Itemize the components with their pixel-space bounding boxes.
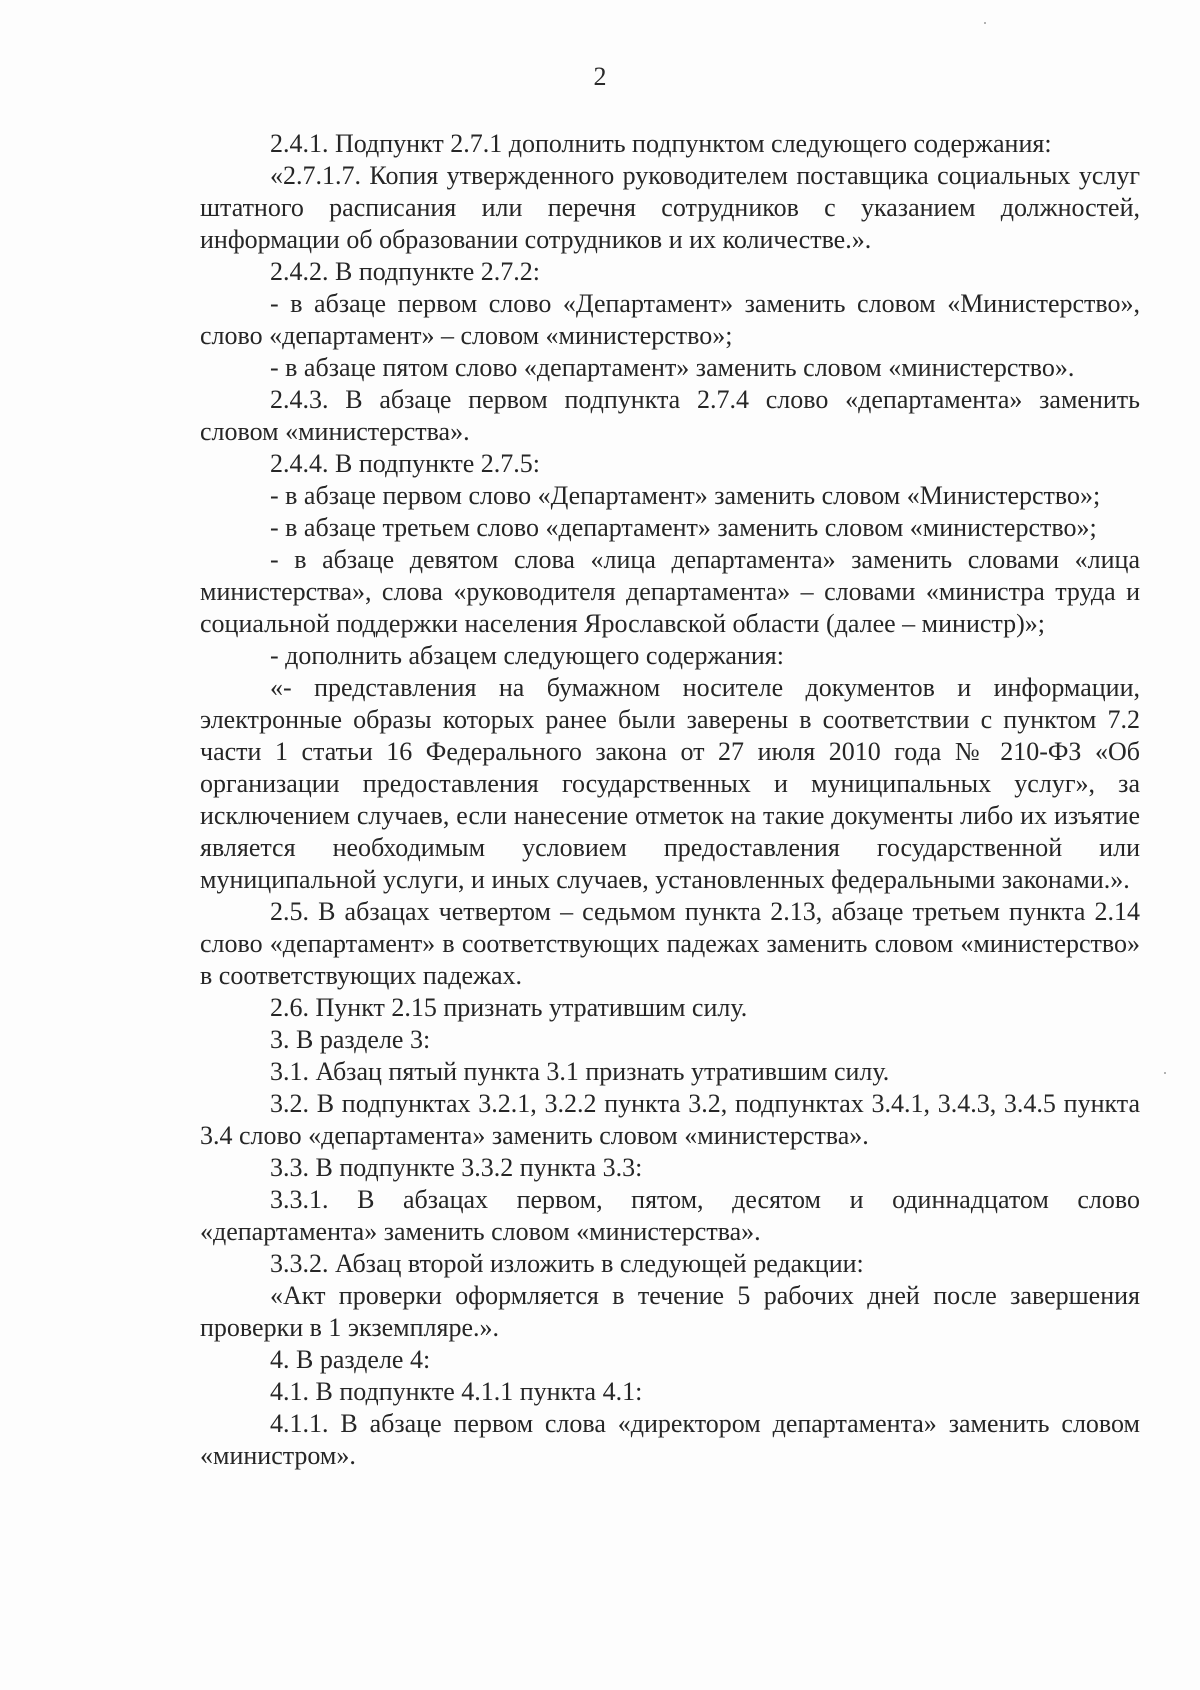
paragraph-2-4-2: 2.4.2. В подпункте 2.7.2: — [270, 257, 540, 286]
paragraph-2-4-4-item-2: - в абзаце третьем слово «департамент» заменить словом «министерство»; — [270, 513, 1097, 542]
paragraph-2-4-2-item-1: - в абзаце первом слово «Департамент» заменить словом «Министерство», слово «департамент» – словом «министерство»; — [200, 289, 1140, 350]
paragraph-2-4-1: 2.4.1. Подпункт 2.7.1 дополнить подпунктом следующего содержания: — [270, 129, 1052, 158]
paragraph-4: 4. В разделе 4: — [270, 1345, 431, 1374]
paragraph-2-4-4-item-3: - в абзаце девятом слова «лица департамента» заменить словами «лица министерства», слова «руководителя департамента» – словами «министра труда и социальной поддержки населения Ярославской области (далее – министр)»; — [200, 545, 1140, 638]
paragraph-3-3: 3.3. В подпункте 3.3.2 пункта 3.3: — [270, 1153, 643, 1182]
paragraph-2-4-4-item-4: - дополнить абзацем следующего содержания: — [270, 641, 784, 670]
paragraph-2-5: 2.5. В абзацах четвертом – седьмом пункта 2.13, абзаце третьем пункта 2.14 слово «департамент» в соответствующих падежах заменить словом «министерство» в соответствующих падежах. — [200, 897, 1140, 990]
paragraph-3-2: 3.2. В подпунктах 3.2.1, 3.2.2 пункта 3.2, подпунктах 3.4.1, 3.4.3, 3.4.5 пункта 3.4 слово «департамента» заменить словом «министерства». — [200, 1089, 1140, 1150]
paragraph-3-3-1: 3.3.1. В абзацах первом, пятом, десятом и одиннадцатом слово «департамента» заменить словом «министерства». — [200, 1185, 1140, 1246]
paragraph-3-3-2: 3.3.2. Абзац второй изложить в следующей редакции: — [270, 1249, 864, 1278]
page-number: 2 — [593, 62, 607, 91]
paragraph-act-text: «Акт проверки оформляется в течение 5 рабочих дней после завершения проверки в 1 экземпляре.». — [200, 1281, 1140, 1342]
paragraph-2-4-2-item-2: - в абзаце пятом слово «департамент» заменить словом «министерство». — [270, 353, 1075, 382]
paragraph-4-1-1: 4.1.1. В абзаце первом слова «директором департамента» заменить словом «министром». — [200, 1409, 1140, 1470]
document-body — [200, 128, 1140, 1472]
paragraph-2-4-3: 2.4.3. В абзаце первом подпункта 2.7.4 слово «департамента» заменить словом «министерства». — [200, 385, 1140, 446]
scan-speck — [1164, 1072, 1166, 1074]
paragraph-2-4-4: 2.4.4. В подпункте 2.7.5: — [270, 449, 540, 478]
paragraph-2-7-1-7: «2.7.1.7. Копия утвержденного руководителем поставщика социальных услуг штатного расписания или перечня сотрудников с указанием должностей, информации об образовании сотрудников и их количестве.». — [200, 161, 1140, 254]
paragraph-3: 3. В разделе 3: — [270, 1025, 431, 1054]
scan-speck — [984, 22, 986, 24]
paragraph-added-text: «- представления на бумажном носителе документов и информации, электронные образы которых ранее были заверены в соответствии с пунктом 7.2 части 1 статьи 16 Федерального закона от 27 июля 2010 года № 210-ФЗ «Об организации предоставления государственных и муниципальных услуг», за исключением случаев, если нанесение отметок на такие документы либо их изъятие является необходимым условием предоставления государственной или муниципальной услуги, и иных случаев, установленных федеральными законами.». — [200, 673, 1140, 894]
paragraph-4-1: 4.1. В подпункте 4.1.1 пункта 4.1: — [270, 1377, 643, 1406]
paragraph-2-4-4-item-1: - в абзаце первом слово «Департамент» заменить словом «Министерство»; — [270, 481, 1101, 510]
paragraph-3-1: 3.1. Абзац пятый пункта 3.1 признать утратившим силу. — [270, 1057, 890, 1086]
paragraph-2-6: 2.6. Пункт 2.15 признать утратившим силу. — [270, 993, 748, 1022]
